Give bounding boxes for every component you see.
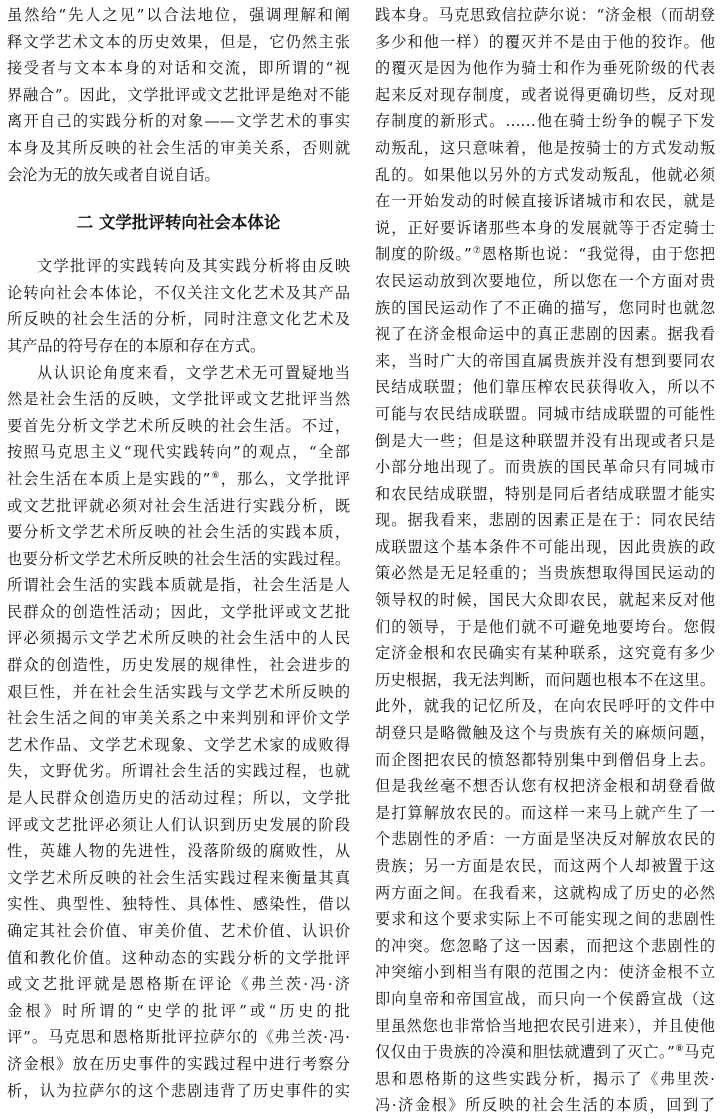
text-line: [375, 241, 715, 268]
paragraph-body: [7, 360, 350, 1105]
text-line: 此外，就我的记忆所及，在向农民呼吁的文件中: [375, 697, 715, 716]
text-line: 文学艺术所反映的社会生活实践过程来衡量其真: [7, 868, 350, 887]
text-line: 所反映的社会生活的分析，同时注意文化艺术及: [7, 310, 350, 329]
text-line: 贵族；另一方面是农民，而这两个人却被置于这: [375, 857, 715, 875]
text-line: 定济金根和农民确实有某种联系，这究竟有多少: [375, 644, 715, 663]
text-line: 要首先分析文学艺术所反映的社会生活。不过，: [7, 416, 350, 435]
text-line: 本身及其所反映的社会生活的审美关系，否则就: [7, 138, 350, 157]
text-line: 或文艺批评就是恩格斯在评论《弗兰茨·冯·济: [7, 975, 350, 994]
text-line: 界融合”。因此，文学批评或文艺批评是绝对不能: [7, 85, 350, 104]
text-line: 践本身。马克思致信拉萨尔说：“济金根（而胡登: [375, 6, 715, 24]
text-line: 存制度的新形式。……他在骑士纷争的幌子下发: [375, 112, 715, 131]
text-line: 艰巨性，并在社会生活实践与文学艺术所反映的: [7, 682, 350, 701]
text-line: 济金根》放在历史事件的实践过程中进行考察分: [7, 1054, 350, 1073]
text-line: [375, 1039, 715, 1066]
text-segment: 社会生活在本质上是实践的”: [7, 469, 211, 488]
paragraph-intro: [7, 253, 350, 359]
text-segment: 恩格斯也说：“我觉得，由于您把: [481, 245, 715, 264]
text-line: 小部分地出现了。而贵族的国民革命只有同城市: [375, 458, 715, 477]
text-segment: 马克: [684, 1043, 715, 1062]
text-line: 评”。马克思和恩格斯批评拉萨尔的《弗兰茨·冯·: [7, 1028, 350, 1047]
text-line: 虽然给“先人之见”以合法地位，强调理解和阐: [7, 6, 350, 24]
text-line: 来，当时广大的帝国直属贵族并没有想到要同农: [375, 351, 715, 370]
text-line: 动叛乱，这只意味着，他是按骑士的方式发动叛: [375, 138, 715, 157]
text-line: 而企图把农民的愤怒都特别集中到僧侣身上去。: [375, 750, 715, 769]
text-line: 视了在济金根命运中的真正悲剧的因素。据我看: [375, 325, 715, 344]
text-line: 要分析文学艺术所反映的社会生活的实践本质，: [7, 523, 350, 542]
text-line: 即向皇帝和帝国宣战，而只向一个侯爵宣战（这: [375, 989, 715, 1008]
text-line: 起来反对现存制度，或者说得更确切些，反对现: [375, 85, 715, 104]
text-line: 的覆灭是因为他作为骑士和作为垂死阶级的代表: [375, 59, 715, 78]
text-line: 或文艺批评就必须对社会生活进行实践分析，既: [7, 496, 350, 515]
footnote-marker: ⑥: [210, 470, 221, 481]
text-line: 历史根据，我无法判断，而问题也根本不在这里。: [375, 670, 715, 689]
text-line: 农民运动放到次要地位，所以您在一个方面对贵: [375, 271, 715, 290]
text-line: 失，文野优劣。所谓社会生活的实践过程，也就: [7, 762, 350, 781]
text-line: 会沦为无的放矢或者自说自话。: [7, 165, 220, 184]
text-line: 和农民结成联盟，特别是同后者结成联盟才能实: [375, 484, 715, 503]
text-line: 然是社会生活的反映，文学批评或文艺批评当然: [7, 390, 350, 409]
text-line: 也要分析文学艺术所反映的社会生活的实践过程。: [7, 549, 350, 568]
text-line: 实性、典型性、独特性、具体性、感染性，借以: [7, 895, 350, 914]
text-line: 确定其社会价值、审美价值、艺术价值、认识价: [7, 922, 350, 940]
right-column: [375, 2, 715, 1119]
text-line: 金根》时所谓的“史学的批评”或“历史的批: [7, 1001, 350, 1020]
text-line: [7, 466, 350, 493]
paragraph-continued: [7, 2, 350, 188]
text-line: 策必然是无足轻重的；当贵族想取得国民运动的: [375, 564, 715, 583]
text-line: 评必须揭示文学艺术所反映的社会生活中的人民: [7, 629, 350, 648]
text-line: 们的领导，于是他们就不可避免地要垮台。您假: [375, 617, 715, 636]
text-line: 性，英雄人物的先进性，没落阶级的腐败性，从: [7, 842, 350, 861]
text-line: 冯·济金根》所反映的社会生活的本质，回到了: [375, 1096, 715, 1115]
text-line: 但是我丝毫不想否认您有权把济金根和胡登看做: [375, 777, 715, 796]
text-line: 接受者与文本本身的对话和交流，即所谓的“视: [7, 59, 350, 78]
left-column: [7, 2, 350, 1104]
text-line: 族的国民运动作了不正确的描写，您同时也就忽: [375, 298, 715, 317]
text-segment: 制度的阶级。”: [375, 245, 472, 264]
text-segment: 仅仅由于贵族的冷漠和胆怯就遭到了灭亡。”: [375, 1043, 675, 1062]
text-line: 乱的。如果他以另外的方式发动叛乱，他就必须: [375, 165, 715, 184]
text-line: 是人民群众创造历史的活动过程；所以，文学批: [7, 789, 350, 808]
text-line: 成联盟这个基本条件不可能出现，因此贵族的政: [375, 537, 715, 556]
text-line: 文学批评的实践转向及其实践分析将由反映: [37, 257, 350, 276]
text-line: 倒是大一些；但是这种联盟并没有出现或者只是: [375, 431, 715, 450]
text-line: 个悲剧性的矛盾：一方面是坚决反对解放农民的: [375, 830, 715, 849]
text-line: 析，认为拉萨尔的这个悲剧违背了历史事件的实: [7, 1081, 350, 1100]
text-line: 论转向社会本体论，不仅关注文化艺术及其产品: [7, 283, 350, 302]
text-line: 值和教化价值。这种动态的实践分析的文学批评: [7, 948, 350, 967]
text-line: 说，正好要诉诸那些本身的发展就等于否定骑士: [375, 218, 715, 237]
text-line: 里虽然您也非常恰当地把农民引进来），并且使他: [375, 1016, 715, 1035]
text-line: 多少和他一样）的覆灭并不是由于他的狡诈。他: [375, 32, 715, 51]
section-heading: 二 文学批评转向社会本体论: [76, 213, 281, 233]
footnote-marker: ⑧: [674, 1044, 685, 1055]
text-line: 冲突缩小到相当有限的范围之内：使济金根不立: [375, 963, 715, 982]
text-line: 其产品的符号存在的本原和存在方式。: [7, 336, 266, 355]
text-line: 思和恩格斯的这些实践分析，揭示了《弗里茨·: [375, 1069, 715, 1088]
text-segment: ，那么，文学批评: [220, 469, 350, 488]
text-line: 要求和这个要求实际上不可能实现之间的悲剧性: [375, 910, 715, 929]
text-line: 胡登只是略微触及这个与贵族有关的麻烦问题，: [375, 724, 715, 743]
text-line: 释文学艺术文本的历史效果，但是，它仍然主张: [7, 32, 350, 51]
text-line: 艺术作品、文学艺术现象、文学艺术家的成败得: [7, 735, 350, 754]
text-line: 是打算解放农民的。而这样一来马上就产生了一: [375, 803, 715, 822]
text-line: 的冲突。您忽略了这一因素，而把这个悲剧性的: [375, 936, 715, 955]
text-line: 从认识论角度来看，文学艺术无可置疑地当: [37, 363, 350, 382]
text-line: 在一开始发动的时候直接诉诸城市和农民，就是: [375, 192, 715, 211]
text-line: 领导权的时候，国民大众即农民，就起来反对他: [375, 591, 715, 610]
footnote-marker: ⑦: [471, 246, 482, 257]
text-line: 评或文艺批评必须让人们认识到历史发展的阶段: [7, 815, 350, 834]
text-line: 民群众的创造性活动；因此，文学批评或文艺批: [7, 602, 350, 621]
text-line: 所谓社会生活的实践本质就是指，社会生活是人: [7, 576, 350, 595]
text-line: 可能与农民结成联盟。同城市结成联盟的可能性: [375, 404, 715, 423]
text-line: 按照马克思主义“现代实践转向”的观点，“全部: [7, 443, 350, 462]
text-line: 民结成联盟；他们靠压榨农民获得收入，所以不: [375, 378, 715, 397]
text-line: 社会生活之间的审美关系之中来判别和评价文学: [7, 709, 350, 728]
text-line: 两方面之间。在我看来，这就构成了历史的必然: [375, 883, 715, 902]
text-line: 离开自己的实践分析的对象——文学艺术的事实: [7, 112, 350, 131]
paragraph-quote: [375, 2, 715, 1119]
text-line: 现。据我看来，悲剧的因素正是在于：同农民结: [375, 511, 715, 530]
text-line: 群众的创造性，历史发展的规律性，社会进步的: [7, 656, 350, 675]
